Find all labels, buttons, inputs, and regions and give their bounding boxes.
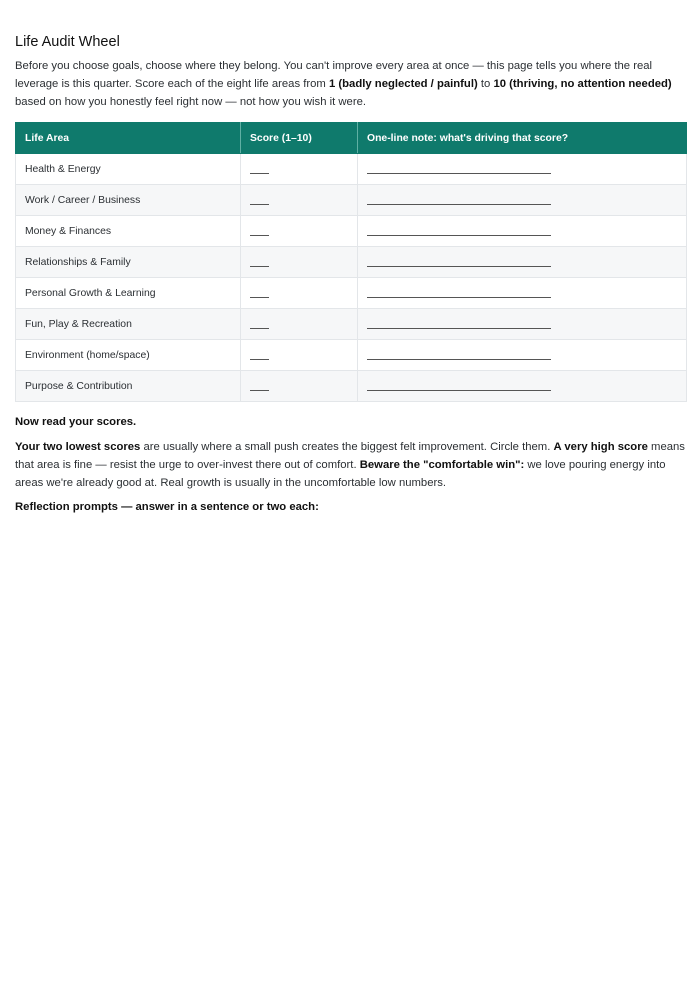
life-area-cell: Fun, Play & Recreation: [16, 309, 241, 340]
score-cell: [241, 247, 358, 278]
life-audit-table: [15, 122, 687, 402]
score-cell: [241, 154, 358, 185]
reflection-prompts-heading: Reflection prompts — answer in a sentence or two each:: [15, 501, 319, 513]
note-cell: [358, 154, 687, 185]
table-row: [16, 154, 687, 185]
page-title: Life Audit Wheel: [15, 34, 120, 50]
score-blank[interactable]: [250, 351, 269, 360]
life-area-cell: Work / Career / Business: [16, 185, 241, 216]
score-blank[interactable]: [250, 165, 269, 174]
score-blank[interactable]: [250, 196, 269, 205]
note-cell: [358, 340, 687, 371]
scores-text-2: means that area is fine — resist the urge to over-invest there out of comfort.: [15, 441, 685, 471]
table-header-row: [16, 123, 687, 154]
life-area-cell: Relationships & Family: [16, 247, 241, 278]
life-area-cell: Purpose & Contribution: [16, 371, 241, 402]
intro-bold-high: 10 (thriving, no attention needed): [493, 78, 672, 90]
table-row: [16, 371, 687, 402]
note-blank[interactable]: [367, 165, 551, 174]
table-row: [16, 185, 687, 216]
note-blank[interactable]: [367, 351, 551, 360]
scores-bold-beware: Beware the "comfortable win":: [359, 459, 525, 471]
note-blank[interactable]: [367, 196, 551, 205]
scores-text-3: we love pouring energy into areas we're already good at. Real growth is usually in the uncomfortable low numbers.: [15, 459, 666, 489]
scores-text-1: are usually where a small push creates the biggest felt improvement. Circle them.: [140, 441, 554, 453]
score-cell: [241, 340, 358, 371]
intro-text-3: based on how you honestly feel right now — not how you wish it were.: [15, 96, 367, 108]
table-row: [16, 278, 687, 309]
intro-paragraph: [15, 57, 686, 111]
scores-bold-lowest: Your two lowest scores: [15, 441, 141, 453]
scores-bold-high: A very high score: [553, 441, 648, 453]
note-cell: [358, 185, 687, 216]
score-blank[interactable]: [250, 320, 269, 329]
header-life-area: Life Area: [16, 123, 241, 154]
life-area-cell: Health & Energy: [16, 154, 241, 185]
score-blank[interactable]: [250, 382, 269, 391]
worksheet-page: [15, 0, 686, 515]
note-blank[interactable]: [367, 258, 551, 267]
intro-text-2: to: [477, 78, 494, 90]
scores-heading: Now read your scores.: [15, 416, 137, 428]
table-row: [16, 247, 687, 278]
intro-bold-low: 1 (badly neglected / painful): [328, 78, 478, 90]
life-area-cell: Environment (home/space): [16, 340, 241, 371]
header-score: Score (1–10): [241, 123, 358, 154]
intro-text-1: Before you choose goals, choose where they belong. You can't improve every area at once — this page tells you where the real leverage is this quarter. Score each of the eight life areas from: [15, 60, 653, 90]
note-cell: [358, 371, 687, 402]
note-blank[interactable]: [367, 289, 551, 298]
score-cell: [241, 371, 358, 402]
life-area-cell: Personal Growth & Learning: [16, 278, 241, 309]
scores-paragraph: [15, 438, 686, 492]
table-row: [16, 340, 687, 371]
header-note: One-line note: what's driving that score?: [358, 123, 687, 154]
score-cell: [241, 309, 358, 340]
score-cell: [241, 216, 358, 247]
note-blank[interactable]: [367, 382, 551, 391]
note-blank[interactable]: [367, 320, 551, 329]
score-blank[interactable]: [250, 258, 269, 267]
note-cell: [358, 278, 687, 309]
life-area-cell: Money & Finances: [16, 216, 241, 247]
score-blank[interactable]: [250, 289, 269, 298]
note-blank[interactable]: [367, 227, 551, 236]
note-cell: [358, 216, 687, 247]
score-blank[interactable]: [250, 227, 269, 236]
score-cell: [241, 278, 358, 309]
table-row: [16, 309, 687, 340]
score-cell: [241, 185, 358, 216]
note-cell: [358, 309, 687, 340]
note-cell: [358, 247, 687, 278]
table-row: [16, 216, 687, 247]
